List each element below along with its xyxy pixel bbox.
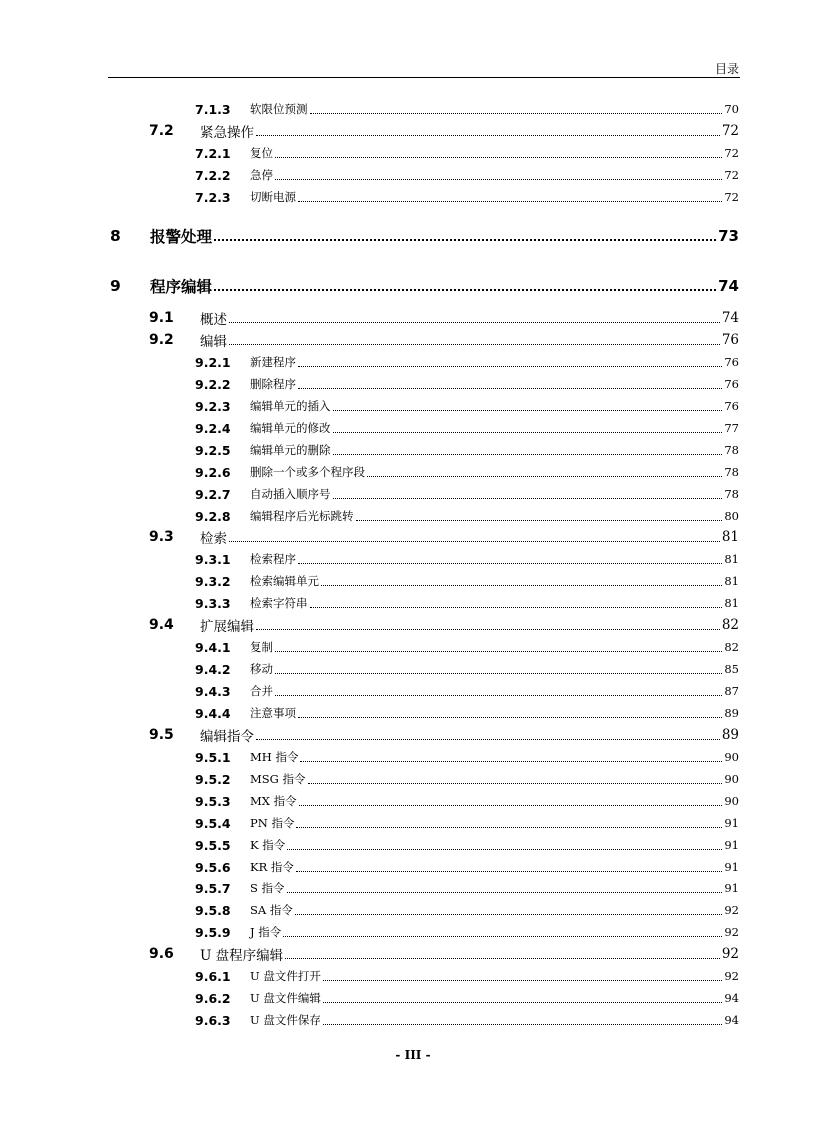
- toc-entry-number: 9.3.1: [195, 551, 231, 567]
- toc-entry[interactable]: [195, 187, 739, 207]
- toc-entry-title: 报警处理: [150, 228, 213, 246]
- toc-dot-leader: [296, 827, 722, 828]
- toc-entry-page: 87: [724, 684, 739, 698]
- toc-entry-number: 9.5: [149, 727, 174, 743]
- toc-entry[interactable]: [195, 922, 739, 942]
- toc-entry-title: 急停: [250, 168, 273, 182]
- toc-entry-page: 78: [724, 443, 739, 457]
- toc-entry-title: KR 指令: [250, 860, 294, 874]
- toc-dot-leader: [298, 563, 722, 564]
- toc-entry[interactable]: [195, 747, 739, 767]
- toc-entry-number: 9.5.1: [195, 749, 231, 765]
- toc-dot-leader: [287, 892, 723, 893]
- toc-dot-leader: [323, 980, 723, 981]
- toc-entry-page: 92: [724, 969, 739, 983]
- toc-entry[interactable]: [195, 593, 739, 613]
- toc-entry-page: 92: [721, 946, 739, 962]
- toc-dot-leader: [214, 289, 716, 291]
- toc-entry-page: 92: [724, 903, 739, 917]
- toc-dot-leader: [299, 805, 723, 806]
- toc-entry-title: K 指令: [250, 838, 286, 852]
- toc-entry[interactable]: [195, 1010, 739, 1030]
- toc-entry-page: 74: [718, 277, 739, 295]
- toc-entry-number: 9.3.3: [195, 595, 231, 611]
- toc-dot-leader: [229, 541, 720, 542]
- toc-entry-number: 9.6: [149, 946, 174, 962]
- toc-dot-leader: [333, 498, 723, 499]
- toc-entry[interactable]: [149, 527, 739, 547]
- toc-entry-page: 70: [724, 102, 739, 116]
- toc-dot-leader: [275, 673, 722, 674]
- toc-entry[interactable]: [110, 226, 739, 246]
- toc-entry[interactable]: [195, 440, 739, 460]
- toc-entry-number: 7.2: [149, 123, 174, 139]
- toc-entry-number: 9.2.8: [195, 508, 231, 524]
- toc-entry-title: 切断电源: [250, 190, 296, 204]
- toc-entry-title: U 盘程序编辑: [200, 948, 284, 964]
- toc-entry-title: 删除一个或多个程序段: [250, 465, 365, 479]
- toc-entry-page: 92: [724, 925, 739, 939]
- toc-entry-title: 编辑单元的插入: [250, 399, 331, 413]
- toc-entry-page: 77: [724, 421, 739, 435]
- toc-dot-leader: [256, 629, 720, 630]
- toc-entry-number: 9.2.6: [195, 464, 231, 480]
- toc-dot-leader: [285, 958, 720, 959]
- toc-entry-number: 7.1.3: [195, 101, 231, 117]
- toc-entry-title: U 盘文件打开: [250, 969, 321, 983]
- toc-entry[interactable]: [195, 418, 739, 438]
- toc-entry-page: 91: [724, 838, 739, 852]
- toc-entry-page: 72: [724, 168, 739, 182]
- toc-entry-title: 软限位预测: [250, 102, 308, 116]
- toc-entry-page: 74: [721, 310, 739, 326]
- toc-dot-leader: [287, 849, 722, 850]
- toc-entry-page: 89: [721, 727, 739, 743]
- toc-entry[interactable]: [149, 330, 739, 350]
- toc-entry-number: 9.5.8: [195, 902, 231, 918]
- toc-entry-title: 编辑单元的删除: [250, 443, 331, 457]
- toc-dot-leader: [333, 410, 723, 411]
- toc-dot-leader: [275, 157, 722, 158]
- toc-entry-title: 检索编辑单元: [250, 574, 319, 588]
- toc-entry-title: MX 指令: [250, 794, 297, 808]
- toc-entry-number: 7.2.3: [195, 189, 231, 205]
- toc-dot-leader: [310, 607, 723, 608]
- toc-dot-leader: [333, 432, 723, 433]
- toc-entry-number: 9.2.2: [195, 376, 231, 392]
- toc-entry[interactable]: [195, 681, 739, 701]
- toc-entry-page: 78: [724, 465, 739, 479]
- toc-dot-leader: [214, 239, 716, 241]
- toc-entry-number: 9.6.3: [195, 1012, 231, 1028]
- toc-entry-page: 94: [724, 1013, 739, 1027]
- toc-entry-page: 81: [721, 529, 739, 545]
- toc-dot-leader: [298, 388, 722, 389]
- toc-dot-leader: [321, 585, 722, 586]
- toc-entry-page: 91: [724, 816, 739, 830]
- toc-entry-number: 9: [110, 277, 121, 295]
- toc-entry[interactable]: [195, 396, 739, 416]
- toc-entry-number: 9.4.3: [195, 683, 231, 699]
- toc-entry-number: 9.2: [149, 332, 174, 348]
- toc-entry-number: 9.5.3: [195, 793, 231, 809]
- toc-entry-number: 9.5.7: [195, 880, 231, 896]
- toc-dot-leader: [275, 695, 722, 696]
- toc-entry-title: 程序编辑: [150, 278, 213, 296]
- toc-entry-number: 9.2.7: [195, 486, 231, 502]
- toc-entry-title: 新建程序: [250, 355, 296, 369]
- toc-dot-leader: [256, 739, 720, 740]
- toc-entry-number: 9.5.2: [195, 771, 231, 787]
- toc-entry-title: 删除程序: [250, 377, 296, 391]
- toc-entry-title: MSG 指令: [250, 772, 306, 786]
- toc-entry[interactable]: [195, 143, 739, 163]
- toc-entry-page: 72: [724, 190, 739, 204]
- toc-entry-title: 检索: [200, 531, 227, 547]
- toc-dot-leader: [323, 1002, 723, 1003]
- toc-entry[interactable]: [195, 769, 739, 789]
- toc-dot-leader: [229, 322, 720, 323]
- toc-entry-number: 9.4: [149, 617, 174, 633]
- toc-dot-leader: [295, 914, 723, 915]
- header-title: 目录: [714, 62, 739, 76]
- toc-entry[interactable]: [110, 276, 739, 296]
- toc-entry-number: 9.4.2: [195, 661, 231, 677]
- toc-entry[interactable]: [195, 900, 739, 920]
- toc-dot-leader: [323, 1024, 723, 1025]
- toc-entry-title: 合并: [250, 684, 273, 698]
- toc-entry-page: 91: [724, 881, 739, 895]
- toc-entry[interactable]: [195, 462, 739, 482]
- toc-entry-number: 9.2.4: [195, 420, 231, 436]
- toc-entry[interactable]: [195, 878, 739, 898]
- toc-entry-number: 9.1: [149, 310, 174, 326]
- toc-entry-title: U 盘文件编辑: [250, 991, 321, 1005]
- toc-dot-leader: [275, 651, 722, 652]
- toc-entry-page: 73: [718, 227, 739, 245]
- toc-entry-title: 检索程序: [250, 552, 296, 566]
- toc-entry-page: 81: [724, 596, 739, 610]
- toc-entry-number: 7.2.1: [195, 145, 231, 161]
- toc-entry-page: 72: [724, 146, 739, 160]
- toc-entry-number: 9.5.9: [195, 924, 231, 940]
- toc-entry-title: SA 指令: [250, 903, 293, 917]
- toc-entry-title: 复制: [250, 640, 273, 654]
- toc-entry-title: 注意事项: [250, 706, 296, 720]
- toc-entry-page: 76: [724, 399, 739, 413]
- toc-entry-page: 90: [724, 750, 739, 764]
- toc-entry[interactable]: [195, 791, 739, 811]
- toc-entry-number: 8: [110, 227, 121, 245]
- toc-entry-title: S 指令: [250, 881, 285, 895]
- toc-entry-page: 85: [724, 662, 739, 676]
- toc-entry[interactable]: [195, 988, 739, 1008]
- toc-entry[interactable]: [195, 484, 739, 504]
- toc-dot-leader: [275, 179, 722, 180]
- toc-entry[interactable]: [195, 637, 739, 657]
- toc-entry-number: 9.4.4: [195, 705, 231, 721]
- toc-dot-leader: [298, 717, 722, 718]
- toc-entry-page: 76: [724, 355, 739, 369]
- toc-entry-page: 82: [724, 640, 739, 654]
- toc-entry[interactable]: [195, 659, 739, 679]
- toc-entry-number: 7.2.2: [195, 167, 231, 183]
- toc-entry-number: 9.2.1: [195, 354, 231, 370]
- toc-entry[interactable]: [195, 813, 739, 833]
- toc-entry-title: J 指令: [250, 925, 282, 939]
- toc-entry-number: 9.6.1: [195, 968, 231, 984]
- toc-entry-page: 89: [724, 706, 739, 720]
- toc-entry-title: 紧急操作: [200, 125, 254, 141]
- toc-dot-leader: [333, 454, 723, 455]
- toc-entry-title: 移动: [250, 662, 273, 676]
- toc-entry[interactable]: [195, 99, 739, 119]
- toc-entry[interactable]: [195, 374, 739, 394]
- toc-entry-number: 9.6.2: [195, 990, 231, 1006]
- toc-dot-leader: [367, 476, 722, 477]
- toc-entry-page: 78: [724, 487, 739, 501]
- toc-entry-page: 82: [721, 617, 739, 633]
- toc-entry[interactable]: [195, 857, 739, 877]
- toc-entry-page: 76: [721, 332, 739, 348]
- toc-entry[interactable]: [195, 506, 739, 526]
- toc-entry[interactable]: [195, 352, 739, 372]
- toc-entry-page: 91: [724, 860, 739, 874]
- toc-dot-leader: [308, 783, 723, 784]
- toc-entry[interactable]: [149, 944, 739, 964]
- toc-entry[interactable]: [149, 615, 739, 635]
- toc-entry[interactable]: [195, 165, 739, 185]
- toc-entry-title: 概述: [200, 312, 227, 328]
- toc-entry-title: U 盘文件保存: [250, 1013, 321, 1027]
- toc-entry-title: 检索字符串: [250, 596, 308, 610]
- toc-entry-title: 扩展编辑: [200, 619, 254, 635]
- toc-entry-title: 编辑指令: [200, 729, 254, 745]
- toc-entry[interactable]: [195, 835, 739, 855]
- toc-entry-number: 9.2.3: [195, 398, 231, 414]
- toc-entry[interactable]: [149, 121, 739, 141]
- toc-entry-number: 9.2.5: [195, 442, 231, 458]
- toc-entry-page: 81: [724, 552, 739, 566]
- toc-dot-leader: [356, 520, 723, 521]
- toc-dot-leader: [256, 135, 720, 136]
- toc-dot-leader: [298, 366, 722, 367]
- toc-entry-number: 9.5.6: [195, 859, 231, 875]
- toc-entry-page: 90: [724, 772, 739, 786]
- page-number: - III -: [395, 1048, 431, 1062]
- toc-entry[interactable]: [195, 571, 739, 591]
- toc-entry-number: 9.3: [149, 529, 174, 545]
- toc-dot-leader: [298, 201, 722, 202]
- toc-dot-leader: [310, 113, 723, 114]
- toc-entry[interactable]: [195, 966, 739, 986]
- toc-entry[interactable]: [195, 549, 739, 569]
- toc-entry-number: 9.3.2: [195, 573, 231, 589]
- toc-entry-title: 编辑: [200, 334, 227, 350]
- toc-entry-page: 80: [724, 509, 739, 523]
- toc-entry-number: 9.5.4: [195, 815, 231, 831]
- toc-entry-page: 76: [724, 377, 739, 391]
- toc-dot-leader: [229, 344, 720, 345]
- toc-entry[interactable]: [149, 725, 739, 745]
- toc-entry-number: 9.5.5: [195, 837, 231, 853]
- toc-entry-title: PN 指令: [250, 816, 295, 830]
- toc-entry[interactable]: [195, 703, 739, 723]
- toc-entry-number: 9.4.1: [195, 639, 231, 655]
- toc-entry-page: 81: [724, 574, 739, 588]
- toc-dot-leader: [296, 871, 722, 872]
- toc-entry-page: 94: [724, 991, 739, 1005]
- toc-entry-title: 编辑单元的修改: [250, 421, 331, 435]
- toc-entry-title: 编辑程序后光标跳转: [250, 509, 354, 523]
- toc-entry-title: 自动插入顺序号: [250, 487, 331, 501]
- toc-dot-leader: [300, 761, 722, 762]
- toc-entry-title: MH 指令: [250, 750, 299, 764]
- toc-entry-page: 72: [721, 123, 739, 139]
- toc-dot-leader: [283, 936, 722, 937]
- toc-entry[interactable]: [149, 308, 739, 328]
- toc-entry-page: 90: [724, 794, 739, 808]
- toc-entry-title: 复位: [250, 146, 273, 160]
